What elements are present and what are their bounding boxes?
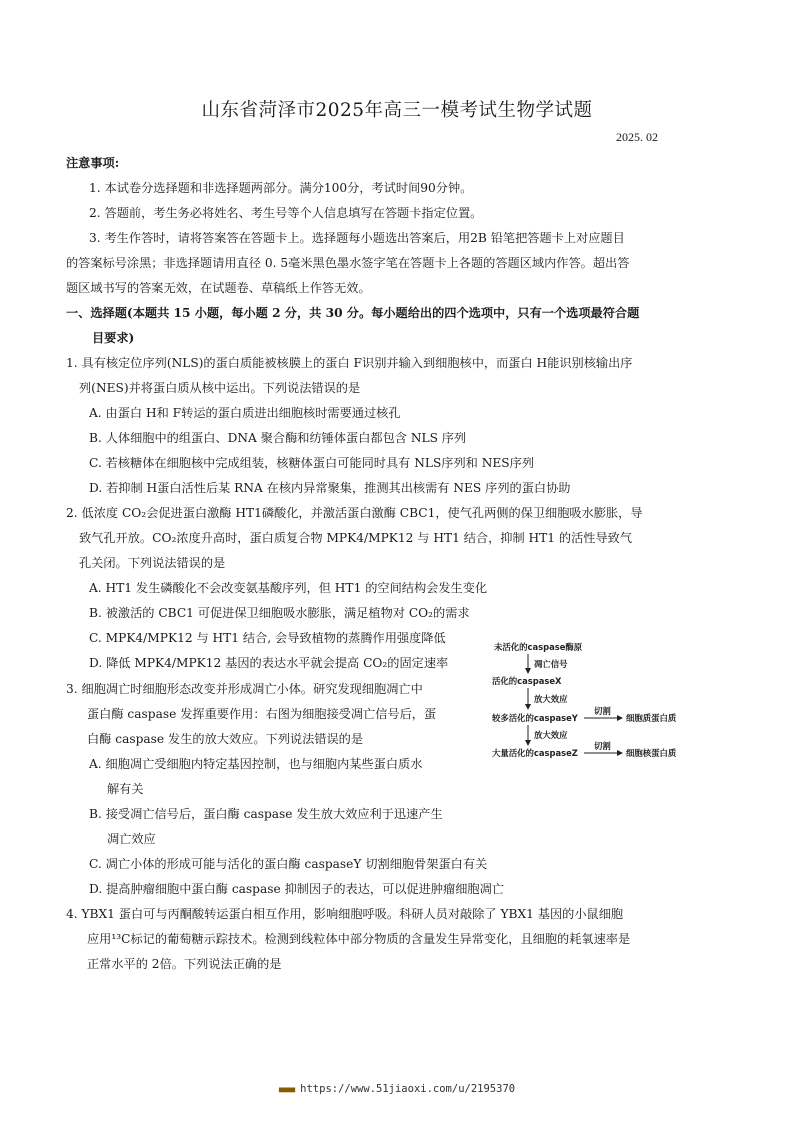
- section-heading: 一、选择题(本题共 15 小题，每小题 2 分，共 30 分。每小题给出的四个选项中，只有一个选项最符合题: [66, 306, 640, 320]
- label-apoptosis-signal: 凋亡信号: [534, 659, 568, 669]
- notice-item-3-cont: 的答案标号涂黑；非选择题请用直径 0. 5毫米黑色墨水签字笔在答题卡上各题的答题区域内作答。超出答: [66, 256, 630, 270]
- q3-stem: 3. 细胞凋亡时细胞形态改变并形成凋亡小体。研究发现细胞凋亡中: [66, 682, 423, 696]
- node-procaspase: 未活化的caspase酶原: [494, 642, 583, 652]
- notice-item-2: 2. 答题前，考生务必将姓名、考生号等个人信息填写在答题卡指定位置。: [89, 206, 483, 220]
- exam-date: 2025. 02: [616, 130, 658, 144]
- page-footer: [0, 1083, 794, 1095]
- q1-stem-cont: 列(NES)并将蛋白质从核中运出。下列说法错误的是: [79, 381, 361, 395]
- q2-stem-cont2: 孔关闭。下列说法错误的是: [79, 556, 226, 570]
- section-heading-cont: 目要求): [92, 331, 135, 345]
- q4-stem-cont2: 正常水平的 2倍。下列说法正确的是: [87, 957, 282, 971]
- node-caspase-x: 活化的caspaseX: [492, 676, 562, 686]
- notice-item-3-cont2: 题区域书写的答案无效，在试题卷、草稿纸上作答无效。: [66, 281, 371, 295]
- notice-item-3: 3. 考生作答时，请将答案答在答题卡上。选择题每小题选出答案后，用2B 铅笔把答题卡上对应题目: [89, 231, 625, 245]
- q2-option-c: C. MPK4/MPK12 与 HT1 结合, 会导致植物的蒸腾作用强度降低: [89, 631, 446, 645]
- q3-option-a-cont: 解有关: [107, 782, 144, 796]
- caspase-cascade-diagram: [488, 636, 694, 768]
- notice-item-1: 1. 本试卷分选择题和非选择题两部分。满分100分，考试时间90分钟。: [89, 181, 473, 195]
- notice-heading: 注意事项:: [66, 156, 120, 170]
- q2-option-b: B. 被激活的 CBC1 可促进保卫细胞吸水膨胀，满足植物对 CO₂的需求: [89, 606, 470, 620]
- q3-option-a: A. 细胞凋亡受细胞内特定基因控制，也与细胞内某些蛋白质水: [89, 757, 423, 771]
- q3-option-b: B. 接受凋亡信号后，蛋白酶 caspase 发生放大效应利于迅速产生: [89, 807, 443, 821]
- q1-option-d: D. 若抑制 H蛋白活性后某 RNA 在核内异常聚集，推测其出核需有 NES 序列的蛋白协助: [89, 481, 571, 495]
- q3-option-c: C. 凋亡小体的形成可能与活化的蛋白酶 caspaseY 切割细胞骨架蛋白有关: [89, 857, 488, 871]
- q3-option-b-cont: 凋亡效应: [107, 832, 156, 846]
- label-cut-1: 切割: [594, 706, 611, 716]
- q3-option-d: D. 提高肿瘤细胞中蛋白酶 caspase 抑制因子的表达，可以促进肿瘤细胞凋亡: [89, 882, 504, 896]
- q2-option-a: A. HT1 发生磷酸化不会改变氨基酸序列，但 HT1 的空间结构会发生变化: [89, 581, 488, 595]
- node-nuclear-protein: 细胞核蛋白质: [626, 748, 677, 758]
- footer-logo: ■■■■: [278, 1085, 295, 1094]
- page-title: 山东省菏泽市2025年高三一模考试生物学试题: [201, 100, 593, 121]
- label-amplification-2: 放大效应: [534, 730, 568, 740]
- q2-stem-cont: 致气孔开放。CO₂浓度升高时，蛋白质复合物 MPK4/MPK12 与 HT1 结合，抑制 HT1 的活性导致气: [79, 531, 633, 545]
- q1-stem: 1. 具有核定位序列(NLS)的蛋白质能被核膜上的蛋白 F识别并输入到细胞核中，而蛋白 H能识别核输出序: [66, 356, 633, 370]
- node-caspase-z: 大量活化的caspaseZ: [492, 748, 578, 758]
- q1-option-a: A. 由蛋白 H和 F转运的蛋白质进出细胞核时需要通过核孔: [89, 406, 401, 420]
- q4-stem-cont: 应用¹³C标记的葡萄糖示踪技术。检测到线粒体中部分物质的含量发生异常变化，且细胞的耗氧速率是: [87, 932, 631, 946]
- q2-stem: 2. 低浓度 CO₂会促进蛋白激酶 HT1磷酸化，并激活蛋白激酶 CBC1，使气孔两侧的保卫细胞吸水膨胀，导: [66, 506, 643, 520]
- q2-option-d: D. 降低 MPK4/MPK12 基因的表达水平就会提高 CO₂的固定速率: [89, 656, 449, 670]
- node-caspase-y: 较多活化的caspaseY: [492, 713, 578, 723]
- q4-stem: 4. YBX1 蛋白可与丙酮酸转运蛋白相互作用，影响细胞呼吸。科研人员对敲除了 YBX1 基因的小鼠细胞: [66, 907, 624, 921]
- q1-option-c: C. 若核糖体在细胞核中完成组装，核糖体蛋白可能同时具有 NLS序列和 NES序列: [89, 456, 535, 470]
- label-amplification-1: 放大效应: [534, 694, 568, 704]
- q3-stem-cont2: 白酶 caspase 发生的放大效应。下列说法错误的是: [87, 732, 364, 746]
- q3-stem-cont: 蛋白酶 caspase 发挥重要作用：右图为细胞接受凋亡信号后，蛋: [87, 707, 437, 721]
- footer-url[interactable]: https://www.51jiaoxi.com/u/2195370: [300, 1083, 516, 1095]
- label-cut-2: 切割: [594, 741, 611, 751]
- q1-option-b: B. 人体细胞中的组蛋白、DNA 聚合酶和纺锤体蛋白都包含 NLS 序列: [89, 431, 467, 445]
- node-cytoplasm-protein: 细胞质蛋白质: [626, 713, 677, 723]
- caspase-diagram-svg: [488, 636, 694, 768]
